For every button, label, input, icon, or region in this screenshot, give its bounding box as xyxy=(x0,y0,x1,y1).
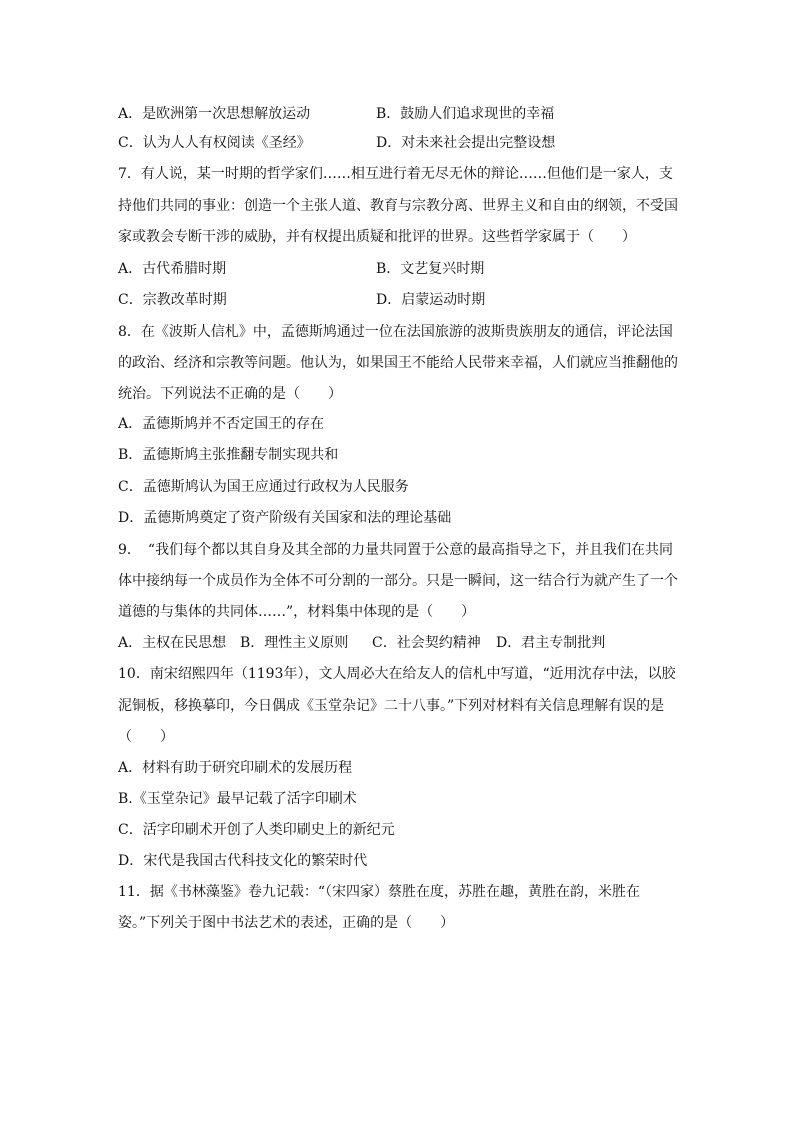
q7-stem-line-2: 持他们共同的事业：创造一个主张人道、教育与宗教分离、世界主义和自由的纲领，不受国 xyxy=(118,198,678,214)
q10-stem-line-3: （ ） xyxy=(118,729,174,745)
q7-stem-line-3: 家或教会专断干涉的威胁，并有权提出质疑和批评的世界。这些哲学家属于（ ） xyxy=(118,229,636,245)
q9-option-a: A．主权在民思想 xyxy=(118,635,227,651)
q8-option-d: D．孟德斯鸠奠定了资产阶级有关国家和法的理论基础 xyxy=(118,510,452,526)
q8-option-c: C．孟德斯鸠认为国王应通过行政权为人民服务 xyxy=(118,479,409,495)
q8-option-a: A．孟德斯鸠并不否定国王的存在 xyxy=(118,416,325,432)
q7-option-c: C．宗教改革时期 xyxy=(118,292,227,308)
q10-option-a: A．材料有助于研究印刷术的发展历程 xyxy=(118,760,353,776)
q7-option-d: D．启蒙运动时期 xyxy=(376,292,486,308)
q8-stem-line-2: 的政治、经济和宗教等问题。他认为，如果国王不能给人民带来幸福，人们就应当推翻他的 xyxy=(118,355,678,371)
q7-stem-line-1: 7．有人说，某一时期的哲学家们……相互进行着无尽无休的辩论……但他们是一家人，支 xyxy=(118,166,673,182)
q6-option-c: C．认为人人有权阅读《圣经》 xyxy=(118,135,311,151)
q11-stem-line-1: 11．据《书林藻鉴》卷九记载：“（宋四家）蔡胜在度，苏胜在趣，黄胜在韵，米胜在 xyxy=(118,884,640,900)
q11-stem-line-2: 姿。”下列关于图中书法艺术的表述，正确的是（ ） xyxy=(118,915,455,931)
q10-option-c: C．活字印刷术开创了人类印刷史上的新纪元 xyxy=(118,822,395,838)
q6-option-b: B．鼓励人们追求现世的幸福 xyxy=(376,106,555,122)
q8-option-b: B．孟德斯鸠主张推翻专制实现共和 xyxy=(118,447,339,463)
q9-stem-line-3: 道德的与集体的共同体……”，材料集中体现的是（ ） xyxy=(118,604,476,620)
q9-option-c: C．社会契约精神 xyxy=(372,635,481,651)
q10-stem-line-1: 10．南宋绍熙四年（1193年），文人周必大在给友人的信札中写道，“近用沈存中法，以胶 xyxy=(118,666,676,682)
q10-option-d: D．宋代是我国古代科技文化的繁荣时代 xyxy=(118,853,368,869)
q6-option-d: D．对未来社会提出完整设想 xyxy=(376,135,556,151)
q8-stem-line-3: 统治。下列说法不正确的是（ ） xyxy=(118,386,342,402)
q8-stem-line-1: 8．在《波斯人信札》中，孟德斯鸠通过一位在法国旅游的波斯贵族朋友的通信，评论法国 xyxy=(118,324,673,340)
q9-stem-line-2: 体中接纳每一个成员作为全体不可分割的一部分。只是一瞬间，这一结合行为就产生了一个 xyxy=(118,573,678,589)
q7-option-b: B．文艺复兴时期 xyxy=(376,261,485,277)
q9-option-d: D．君主专制批判 xyxy=(496,635,606,651)
q7-option-a: A．古代希腊时期 xyxy=(118,261,227,277)
q10-stem-line-2: 泥铜板，移换摹印，今日偶成《玉堂杂记》二十八事。”下列对材料有关信息理解有误的是 xyxy=(118,698,665,714)
q6-option-a: A．是欧洲第一次思想解放运动 xyxy=(118,106,311,122)
q10-option-b: B.《玉堂杂记》最早记载了活字印刷术 xyxy=(118,791,357,807)
q9-option-b: B．理性主义原则 xyxy=(240,635,349,651)
q9-stem-line-1: 9． “我们每个都以其自身及其全部的力量共同置于公意的最高指导之下，并且我们在共同 xyxy=(118,542,674,558)
